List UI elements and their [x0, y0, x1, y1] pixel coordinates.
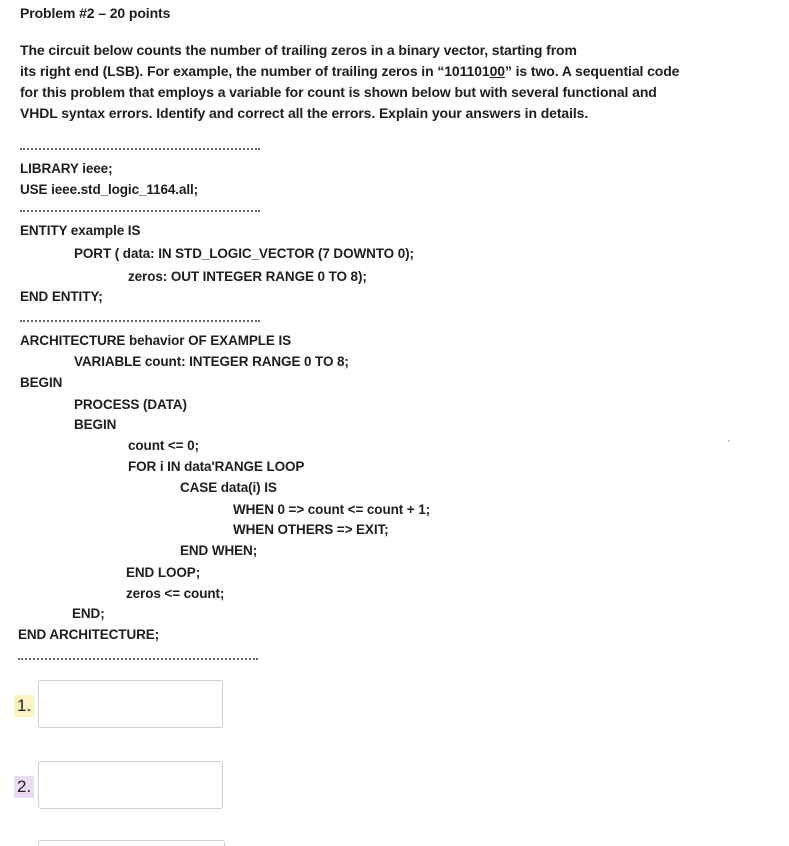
intro-line-2-text: its right end (LSB). For example, the number of trailing zeros in “10110100” is two. A sequential code — [20, 63, 680, 79]
code-end-entity: END ENTITY; — [20, 289, 103, 304]
code-divider — [20, 210, 260, 212]
code-divider — [18, 658, 258, 660]
code-divider — [20, 148, 260, 150]
intro-line-1: The circuit below counts the number of trailing zeros in a binary vector, starting from — [20, 42, 577, 58]
answer-number-2: 2. — [14, 776, 34, 798]
answer-number-1: 1. — [14, 695, 34, 717]
code-for-line: FOR i IN data'RANGE LOOP — [128, 459, 305, 474]
code-arch-header: ARCHITECTURE behavior OF EXAMPLE IS — [20, 333, 292, 348]
code-when-zero: WHEN 0 => count <= count + 1; — [233, 502, 431, 517]
code-zeros-assign: zeros <= count; — [126, 586, 225, 601]
intro-line-2 — [20, 61, 679, 82]
code-divider — [20, 320, 260, 322]
code-end-loop: END LOOP; — [126, 565, 201, 580]
code-end-arch: END ARCHITECTURE; — [18, 627, 160, 642]
answer-input-2[interactable] — [38, 761, 223, 809]
code-case-line: CASE data(i) IS — [180, 480, 277, 495]
trailing-zeros-underline: 00 — [489, 63, 505, 79]
scan-speck — [728, 440, 730, 442]
answer-input-1[interactable] — [38, 680, 223, 728]
code-entity-header: ENTITY example IS — [20, 223, 141, 238]
code-process-line: PROCESS (DATA) — [74, 397, 187, 412]
code-begin-outer: BEGIN — [20, 375, 63, 390]
problem-title: Problem #2 – 20 points — [20, 5, 171, 21]
code-count-init: count <= 0; — [128, 438, 199, 453]
intro-line-3: for this problem that employs a variable for count is shown below but with several functional and — [20, 84, 657, 100]
answer-input-3-partial[interactable] — [38, 840, 225, 846]
code-end-when: END WHEN; — [180, 543, 258, 558]
code-port-line: PORT ( data: IN STD_LOGIC_VECTOR (7 DOWNTO 0); — [74, 246, 414, 261]
code-when-others: WHEN OTHERS => EXIT; — [233, 522, 389, 537]
code-end-process: END; — [72, 606, 105, 621]
code-use: USE ieee.std_logic_1164.all; — [20, 182, 199, 197]
code-variable-line: VARIABLE count: INTEGER RANGE 0 TO 8; — [74, 354, 349, 369]
code-zeros-line: zeros: OUT INTEGER RANGE 0 TO 8); — [128, 269, 367, 284]
code-library: LIBRARY ieee; — [20, 161, 113, 176]
code-begin-inner: BEGIN — [74, 417, 117, 432]
intro-line-4: VHDL syntax errors. Identify and correct all the errors. Explain your answers in details. — [20, 105, 589, 121]
